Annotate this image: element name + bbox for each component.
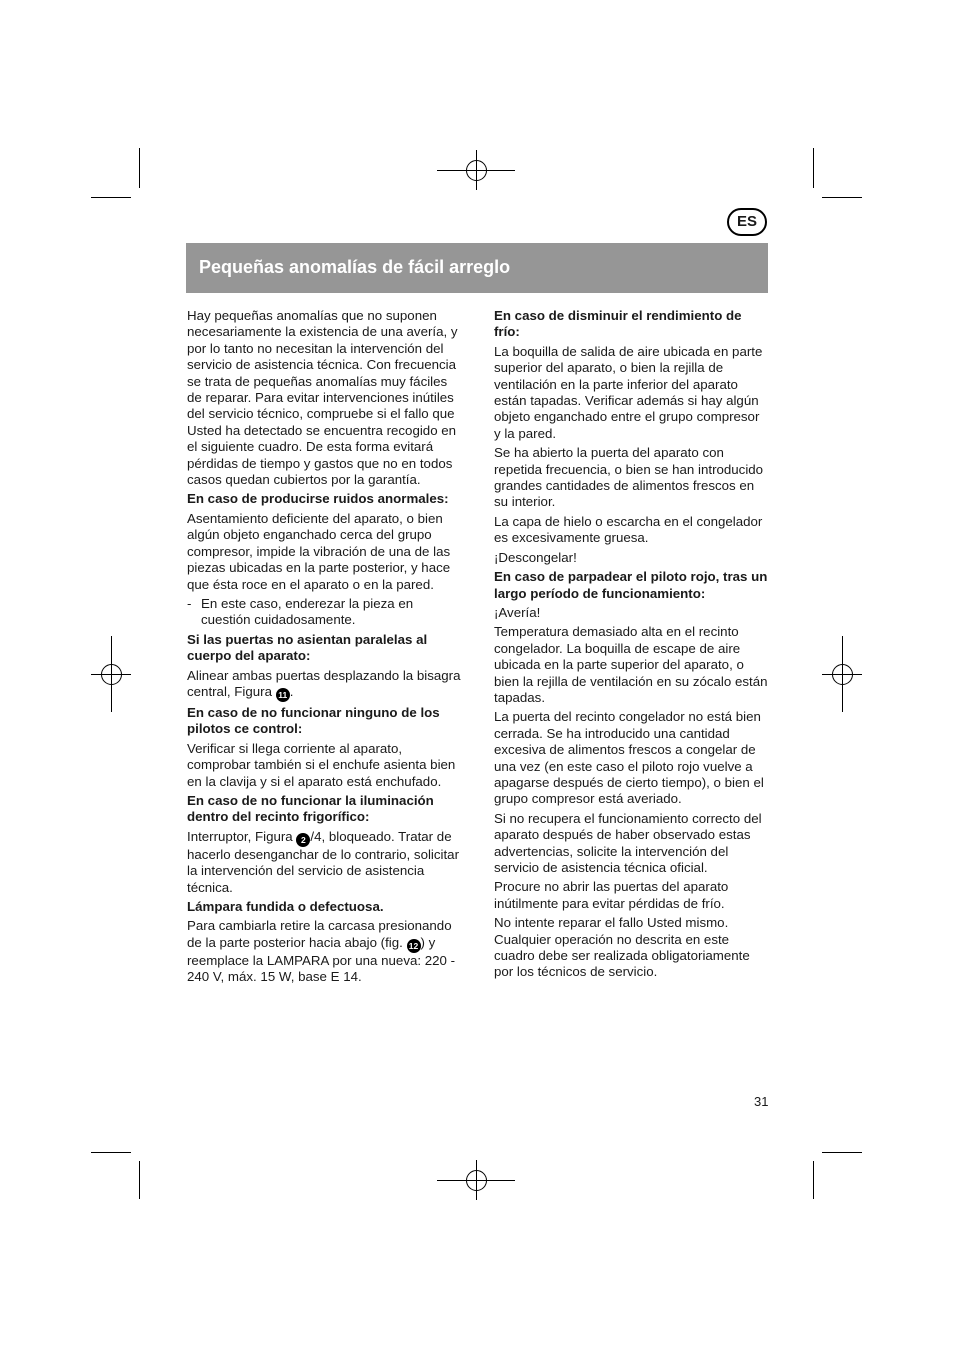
doors-text-before: Alinear ambas puertas desplazando la bisagra central, Figura: [187, 667, 461, 699]
right-column: [494, 308, 769, 984]
light-heading: En caso de no funcionar la iluminación dentro del recinto frigorífico:: [187, 792, 434, 825]
figure-number-badge: 11: [276, 688, 290, 702]
bullet-dash: -: [187, 595, 192, 611]
pilots-heading: En caso de no funcionar ninguno de los pilotos ce control:: [187, 704, 440, 737]
doors-heading: Si las puertas no asientan paralelas al cuerpo del aparato:: [187, 631, 428, 664]
red-paragraph-1: ¡Avería!: [494, 604, 541, 620]
doors-text-after: .: [289, 683, 294, 699]
cold-paragraph-1: La boquilla de salida de aire ubicada en parte superior del aparato, o bien la rejilla de ventilación en la parte inferior del aparato están tapadas. Verificar además si hay algún objeto enganchado entre el grupo compresor y la pared.: [494, 343, 763, 441]
light-text-before: Interruptor, Figura: [187, 828, 297, 844]
light-text-after: /4, bloqueado. Tratar de hacerlo desenganchar de lo contrario, solicitar la intervención del servicio de asistencia técnica.: [187, 828, 460, 895]
page-title: Pequeñas anomalías de fácil arreglo: [199, 257, 511, 277]
noise-heading: En caso de producirse ruidos anormales:: [187, 491, 449, 507]
cold-paragraph-4: ¡Descongelar!: [494, 549, 577, 565]
red-paragraph-5: Procure no abrir las puertas del aparato inútilmente para evitar pérdidas de frío.: [494, 879, 729, 911]
left-column: [187, 308, 462, 989]
lamp-heading: Lámpara fundida o defectuosa.: [187, 899, 384, 914]
lamp-text: [187, 918, 462, 985]
noise-text: Asentamiento deficiente del aparato, o bien algún objeto enganchado cerca del grupo compresor, impide la vibración de una de las piezas ubicadas en la parte posterior, y hace que ésta roce en el aparato o en la pared.: [187, 510, 451, 592]
lamp-text-after: ) y reemplace la LAMPARA por una nueva: 220 - 240 V, máx. 15 W, base E 14.: [187, 934, 456, 985]
red-paragraph-4: Si no recupera el funcionamiento correcto del aparato después de haber observado estas advertencias, solicite la intervención del servicio de asistencia técnica oficial.: [494, 810, 762, 875]
red-paragraph-3: La puerta del recinto congelador no está bien cerrada. Se ha introducido una cantidad excesiva de alimentos frescos a congelar de una vez (en este caso el piloto rojo vuelve a apagarse después de cierto tiempo), o bien el grupo compresor está averiado.: [494, 709, 764, 807]
light-text: [187, 829, 462, 896]
cold-heading: En caso de disminuir el rendimiento de frío:: [494, 308, 742, 340]
noise-bullet-text: En este caso, enderezar la pieza en cuestión cuidadosamente.: [201, 595, 414, 628]
intro-paragraph: Hay pequeñas anomalías que no suponen necesariamente la existencia de una avería, y por lo tanto no necesitan la intervención del servicio de asistencia técnica. Con frecuencia se trata de pequeñas anomalías muy fáciles de reparar. Para evitar intervenciones inútiles del servicio técnico, compruebe si el fallo que Usted ha detectado se encuentra recogido en el siguiente cuadro. De esta forma evitará pérdidas de tiempo y gastos que no en todos casos quedan cubiertos por la garantía.: [187, 308, 458, 488]
red-pilot-heading: En caso de parpadear el piloto rojo, tras un largo período de funcionamiento:: [494, 569, 768, 601]
section-header: [186, 243, 768, 293]
cold-paragraph-3: La capa de hielo o escarcha en el congelador es excesivamente gruesa.: [494, 513, 763, 546]
red-paragraph-6: No intente reparar el fallo Usted mismo. Cualquier operación no descrita en este cuadro debe ser realizada obligatoriamente por los técnicos de servicio.: [494, 915, 750, 980]
language-badge: ES: [727, 208, 767, 236]
noise-bullet: [187, 596, 462, 629]
doors-text: [187, 668, 462, 702]
figure-number-badge: 2: [296, 833, 310, 847]
red-paragraph-2: Temperatura demasiado alta en el recinto congelador. La boquilla de escape de aire ubicada en la parte superior del aparato, o bien la rejilla de ventilación en su zócalo están tapadas.: [494, 624, 768, 705]
page-number: 31: [754, 1094, 769, 1109]
figure-number-badge: 12: [407, 939, 421, 953]
cold-paragraph-2: Se ha abierto la puerta del aparato con repetida frecuencia, o bien se han introducido grandes cantidades de alimentos frescos en su interior.: [494, 445, 764, 510]
lamp-text-before: Para cambiarla retire la carcasa presionando de la parte posterior hacia abajo (fig.: [187, 918, 452, 950]
pilots-text: Verificar si llega corriente al aparato, comprobar también si el enchufe asienta bien en la clavija y si el aparato está enchufado.: [187, 740, 456, 789]
